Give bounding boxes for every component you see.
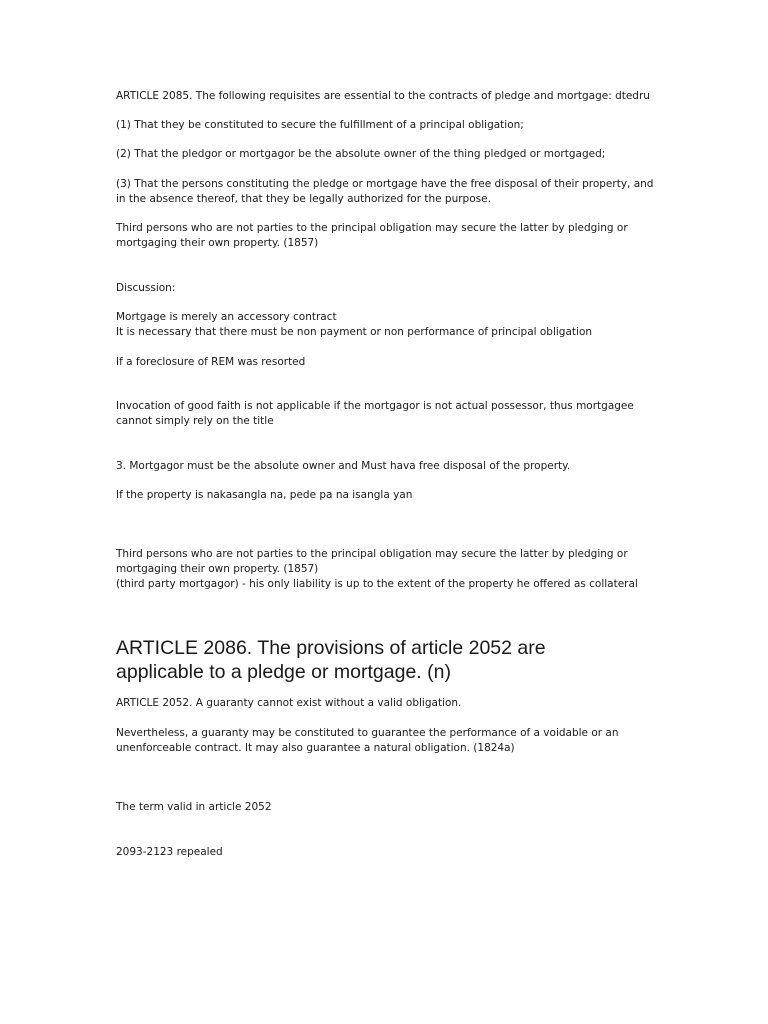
discussion-accessory: Mortgage is merely an accessory contract bbox=[116, 311, 337, 323]
third-persons-line-1: Third persons who are not parties to the principal obligation may secure the latter by pledging or bbox=[116, 222, 628, 234]
third-party-mortgagor-note: (third party mortgagor) - his only liability is up to the extent of the property he offered as collateral bbox=[116, 578, 638, 590]
article-2085-intro: ARTICLE 2085. The following requisites are essential to the contracts of pledge and mortgage: dtedru bbox=[116, 90, 650, 102]
term-valid-note: The term valid in article 2052 bbox=[116, 801, 272, 813]
nevertheless-line-2: unenforceable contract. It may also guarantee a natural obligation. (1824a) bbox=[116, 742, 515, 754]
requisite-3-line-2: in the absence thereof, that they be legally authorized for the purpose. bbox=[116, 193, 491, 205]
good-faith-line-1: Invocation of good faith is not applicable if the mortgagor is not actual possessor, thus mortgagee bbox=[116, 400, 634, 412]
discussion-foreclosure: If a foreclosure of REM was resorted bbox=[116, 356, 306, 368]
repealed-note: 2093-2123 repealed bbox=[116, 846, 223, 858]
requisite-3-line-1: (3) That the persons constituting the pledge or mortgage have the free disposal of their property, and bbox=[116, 178, 654, 190]
third-persons-repeat-line-1: Third persons who are not parties to the principal obligation may secure the latter by pledging or bbox=[116, 548, 628, 560]
discussion-label: Discussion: bbox=[116, 282, 176, 294]
article-2086-heading-line-2: applicable to a pledge or mortgage. (n) bbox=[116, 661, 451, 683]
nakasangla-note: If the property is nakasangla na, pede pa na isangla yan bbox=[116, 489, 413, 501]
requisite-2: (2) That the pledgor or mortgagor be the absolute owner of the thing pledged or mortgaged; bbox=[116, 148, 606, 160]
good-faith-line-2: cannot simply rely on the title bbox=[116, 415, 274, 427]
discussion-necessary: It is necessary that there must be non payment or non performance of principal obligation bbox=[116, 326, 593, 338]
third-persons-repeat-line-2: mortgaging their own property. (1857) bbox=[116, 563, 319, 575]
article-2086-heading-line-1: ARTICLE 2086. The provisions of article 2052 are bbox=[116, 637, 546, 659]
third-persons-line-2: mortgaging their own property. (1857) bbox=[116, 237, 319, 249]
requisite-1: (1) That they be constituted to secure the fulfillment of a principal obligation; bbox=[116, 119, 524, 131]
article-2052-text: ARTICLE 2052. A guaranty cannot exist without a valid obligation. bbox=[116, 697, 462, 709]
nevertheless-line-1: Nevertheless, a guaranty may be constituted to guarantee the performance of a voidable or an bbox=[116, 727, 619, 739]
absolute-owner-note: 3. Mortgagor must be the absolute owner and Must hava free disposal of the property. bbox=[116, 460, 571, 472]
